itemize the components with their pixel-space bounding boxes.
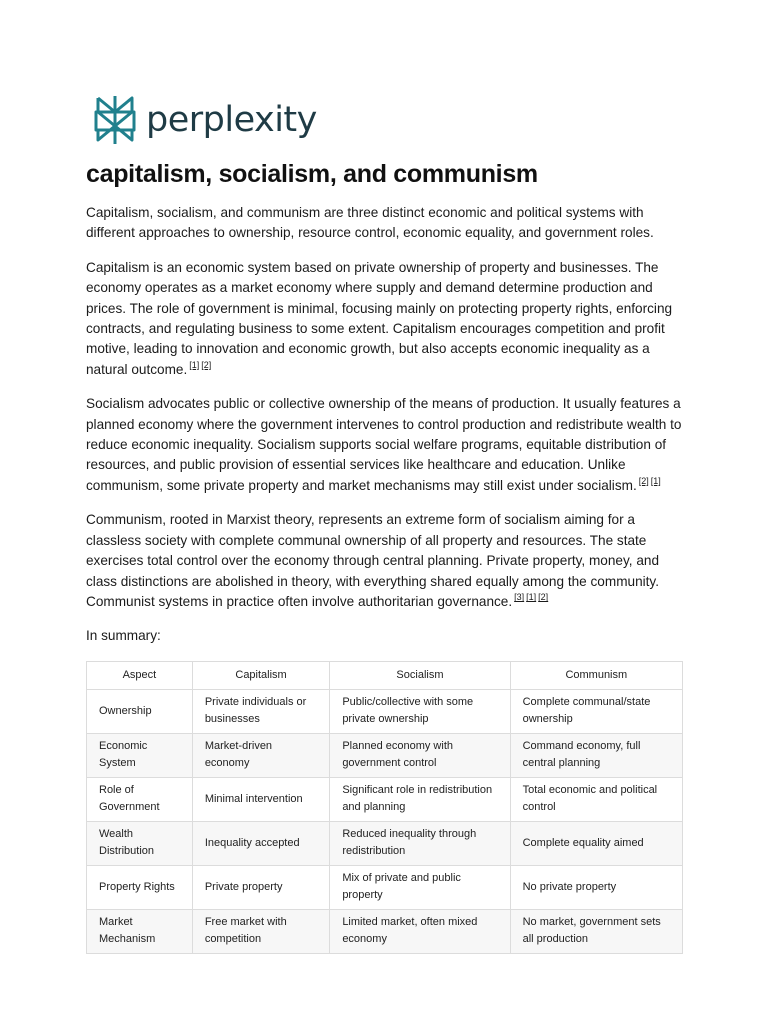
capitalism-paragraph — [86, 258, 686, 380]
citation-link[interactable]: [1] — [189, 360, 200, 371]
table-cell: Complete communal/state ownership — [510, 689, 682, 733]
column-header: Aspect — [87, 661, 193, 689]
citation-link[interactable]: [2] — [538, 592, 549, 603]
table-cell: Inequality accepted — [192, 821, 330, 865]
table-cell: Market-driven economy — [192, 733, 330, 777]
communism-paragraph — [86, 510, 686, 612]
socialism-paragraph — [86, 394, 686, 496]
column-header: Capitalism — [192, 661, 330, 689]
table-cell: Property Rights — [87, 865, 193, 909]
table-row — [87, 733, 683, 777]
table-cell: Limited market, often mixed economy — [330, 909, 510, 953]
table-row — [87, 865, 683, 909]
table-cell: Minimal intervention — [192, 777, 330, 821]
table-cell: Significant role in redistribution and planning — [330, 777, 510, 821]
table-cell: Complete equality aimed — [510, 821, 682, 865]
table-cell: Private property — [192, 865, 330, 909]
summary-label: In summary: — [86, 628, 161, 644]
column-header: Communism — [510, 661, 682, 689]
table-cell: No market, government sets all production — [510, 909, 682, 953]
table-cell: No private property — [510, 865, 682, 909]
table-row — [87, 689, 683, 733]
column-header: Socialism — [330, 661, 510, 689]
table-header-row — [87, 661, 683, 689]
table-cell: Private individuals or businesses — [192, 689, 330, 733]
citation-link[interactable]: [1] — [526, 592, 537, 603]
table-cell: Public/collective with some private ownership — [330, 689, 510, 733]
table-cell: Free market with competition — [192, 909, 330, 953]
brand-wordmark: perplexity — [146, 99, 317, 140]
citation-link[interactable]: [2] — [638, 476, 649, 487]
brand-logo — [94, 94, 317, 146]
table-row — [87, 909, 683, 953]
table-cell: Role of Government — [87, 777, 193, 821]
table-cell: Market Mechanism — [87, 909, 193, 953]
table-cell: Command economy, full central planning — [510, 733, 682, 777]
table-cell: Planned economy with government control — [330, 733, 510, 777]
citation-link[interactable]: [1] — [650, 476, 661, 487]
paragraph-text: Capitalism, socialism, and communism are three distinct economic and political systems with different approaches to ownership, resource control, economic equality, and government roles. — [86, 205, 654, 241]
article-body — [86, 203, 686, 954]
paragraph-text: Capitalism is an economic system based on private ownership of property and businesses. The economy operates as a market economy where supply and demand determine production and prices. The role of government is minimal, focusing mainly on protecting property rights, enforcing contracts, and regulating business to some extent. Capitalism encourages competition and profit motive, leading to innovation and economic growth, but also accepts economic inequality as a natural outcome. — [86, 259, 673, 377]
table-cell: Economic System — [87, 733, 193, 777]
page-title: capitalism, socialism, and communism — [86, 160, 538, 188]
table-row — [87, 777, 683, 821]
citation-link[interactable]: [2] — [201, 360, 212, 371]
paragraph-text: Socialism advocates public or collective ownership of the means of production. It usually features a planned economy where the government intervenes to control production and redistribute wealth to reduce economic inequality. Socialism supports social welfare programs, equitable distribution of resources, and public provision of essential services like healthcare and education. Unlike communism, some private property and market mechanisms may still exist under socialism. — [86, 396, 682, 493]
table-cell: Reduced inequality through redistribution — [330, 821, 510, 865]
table-cell: Wealth Distribution — [87, 821, 193, 865]
comparison-table — [86, 661, 683, 954]
table-row — [87, 821, 683, 865]
intro-paragraph — [86, 203, 686, 244]
table-cell: Mix of private and public property — [330, 865, 510, 909]
perplexity-logo-icon — [94, 94, 136, 146]
table-cell: Total economic and political control — [510, 777, 682, 821]
citation-link[interactable]: [3] — [514, 592, 525, 603]
table-cell: Ownership — [87, 689, 193, 733]
paragraph-text: Communism, rooted in Marxist theory, represents an extreme form of socialism aiming for a classless society with complete communal ownership of all property and resources. The state exercises total control over the economy through central planning. Private property, money, and class distinctions are abolished in theory, with everything shared equally among the community. Communist systems in practice often involve authoritarian governance. — [86, 512, 660, 609]
